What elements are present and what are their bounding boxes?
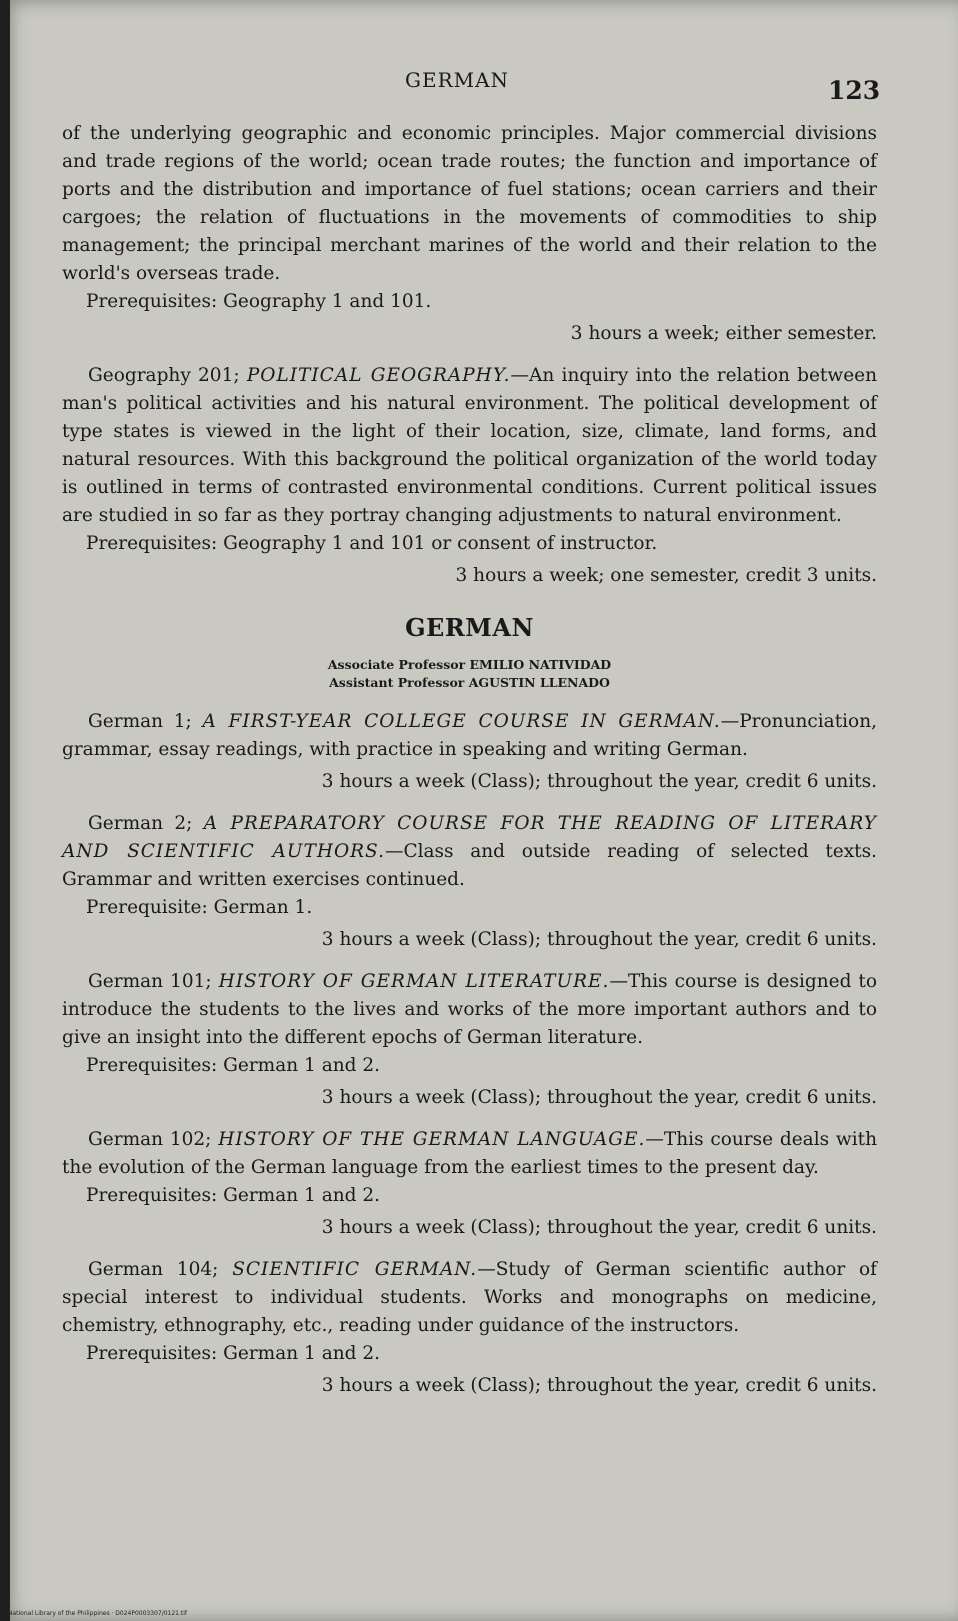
course-description: —Study of German scientific author of special interest to individual students. Works and monographs on medicine, chemistry, ethnography, etc., reading under guidance of the instructors. (62, 1259, 878, 1336)
course-title: A PREPARATORY COURSE FOR THE READING OF LITERARY AND SCIENTIFIC AUTHORS. (62, 813, 877, 862)
course-description: —This course is designed to introduce the students to the lives and works of the more important authors and to give an insight into the different epochs of German literature. (62, 971, 877, 1048)
course-title: A FIRST-YEAR COLLEGE COURSE IN GERMAN. (202, 711, 721, 732)
course-entry-german-102 (62, 1126, 877, 1182)
course-prerequisites: Prerequisites: Geography 1 and 101 or consent of instructor. (86, 533, 658, 554)
course-hours: 3 hours a week (Class); throughout the year, credit 6 units. (321, 1375, 877, 1396)
page-body (62, 120, 877, 1410)
course-hours: 3 hours a week (Class); throughout the year, credit 6 units. (321, 771, 877, 792)
course-entry-geography-201 (62, 362, 877, 530)
section-title: GERMAN (405, 613, 534, 642)
faculty-list (62, 656, 877, 692)
course-title: HISTORY OF THE GERMAN LANGUAGE. (218, 1129, 646, 1150)
faculty-line: Associate Professor EMILIO NATIVIDAD (327, 657, 612, 672)
course-description: —Class and outside reading of selected texts. Grammar and written exercises continued. (62, 841, 877, 890)
running-head: GERMAN (405, 68, 510, 92)
course-entry-german-1 (62, 708, 877, 764)
course-prerequisites: Prerequisite: German 1. (86, 897, 313, 918)
course-title: POLITICAL GEOGRAPHY. (246, 365, 511, 386)
course-prerequisites: Prerequisites: German 1 and 2. (86, 1343, 381, 1364)
course-entry-german-101 (62, 968, 877, 1052)
geography-continued-prerequisites: Prerequisites: Geography 1 and 101. (86, 291, 432, 312)
course-prerequisites: Prerequisites: German 1 and 2. (86, 1185, 381, 1206)
course-hours: 3 hours a week (Class); throughout the year, credit 6 units. (321, 929, 877, 950)
faculty-line: Assistant Professor AGUSTIN LLENADO (329, 675, 610, 690)
course-hours: 3 hours a week (Class); throughout the year, credit 6 units. (321, 1217, 877, 1238)
course-number: German 104; (88, 1259, 219, 1280)
page-number: 123 (828, 76, 881, 105)
course-number: German 1; (88, 711, 192, 732)
course-title: SCIENTIFIC GERMAN. (232, 1259, 478, 1280)
course-title: HISTORY OF GERMAN LITERATURE. (218, 971, 610, 992)
course-prerequisites: Prerequisites: German 1 and 2. (86, 1055, 381, 1076)
course-hours: 3 hours a week (Class); throughout the year, credit 6 units. (321, 1087, 877, 1108)
course-number: German 102; (88, 1129, 212, 1150)
course-entry-german-104 (62, 1256, 877, 1340)
scan-footer-caption: National Library of the Philippines · D024P0003307/0121.tif (8, 1610, 188, 1617)
page-header (0, 62, 958, 105)
geography-continued-text: of the underlying geographic and economic principles. Major commercial divisions and trade regions of the world; ocean trade routes; the function and importance of ports and the distribution and importance of fuel stations; ocean carriers and their cargoes; the relation of fluctuations in the movements of commodities to ship management; the principal merchant marines of the world and their relation to the world's overseas trade. (62, 123, 877, 284)
course-number: Geography 201; (88, 365, 240, 386)
course-description: —This course deals with the evolution of the German language from the earliest times to the present day. (62, 1129, 877, 1178)
book-spine-shadow (0, 0, 10, 1621)
course-description: —An inquiry into the relation between man's political activities and his natural environment. The political development of type states is viewed in the light of their location, size, climate, land forms, and natural resources. With this background the political organization of the world today is outlined in terms of contrasted environmental conditions. Current political issues are studied in so far as they portray changing adjustments to natural environment. (62, 365, 878, 526)
course-description: —Pronunciation, grammar, essay readings, with practice in speaking and writing German. (62, 711, 877, 760)
geography-continued-hours: 3 hours a week; either semester. (570, 323, 877, 344)
course-hours: 3 hours a week; one semester, credit 3 units. (455, 565, 877, 586)
course-number: German 2; (88, 813, 193, 834)
course-entry-german-2 (62, 810, 877, 894)
course-number: German 101; (88, 971, 212, 992)
